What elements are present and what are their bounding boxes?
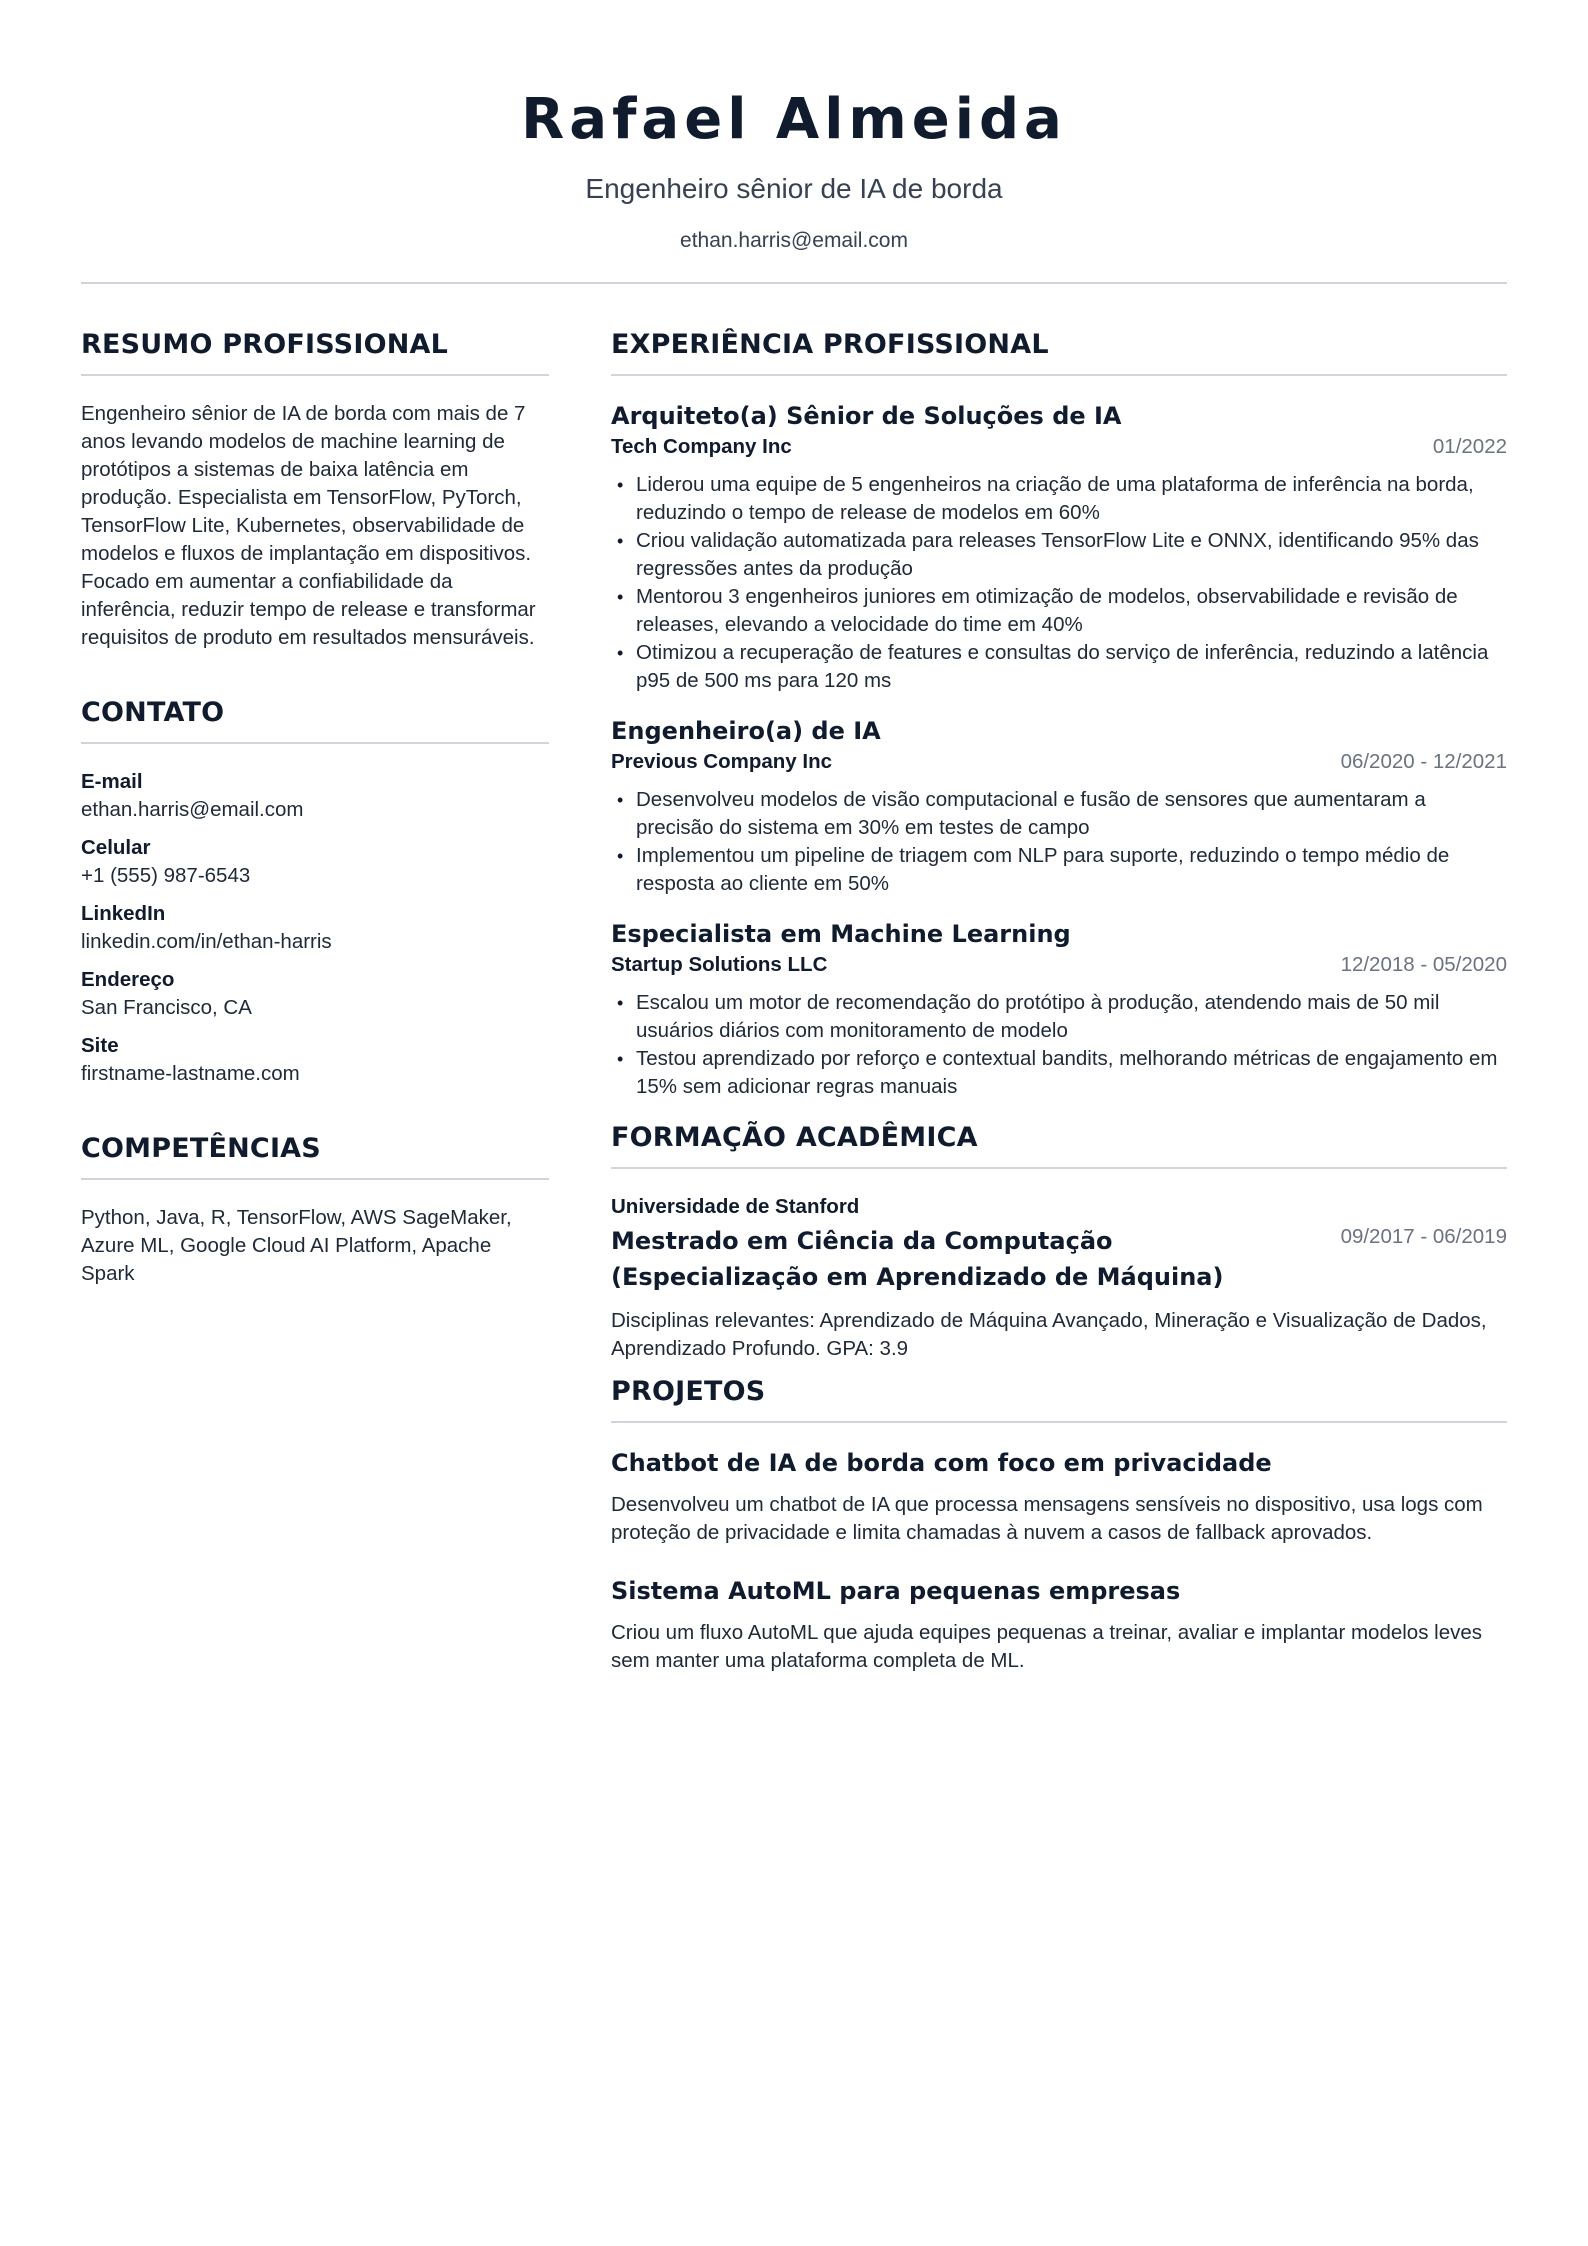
projects-heading: PROJETOS <box>611 1376 766 1407</box>
contact-value[interactable]: ethan.harris@email.com <box>81 798 304 821</box>
education-school: Universidade de Stanford <box>611 1195 860 1218</box>
job-title: Arquiteto(a) Sênior de Soluções de IA <box>611 402 1122 430</box>
section-divider <box>611 1421 1507 1423</box>
job-entry <box>611 715 1507 898</box>
job-company: Previous Company Inc <box>611 750 833 773</box>
education-degree: Mestrado em Ciência da Computação (Especialização em Aprendizado de Máquina) <box>611 1227 1224 1291</box>
job-bullet: • Otimizou a recuperação de features e consultas do serviço de inferência, reduzindo a latência p95 de 500 ms para 120 ms <box>611 639 1507 695</box>
contact-heading: CONTATO <box>81 697 225 728</box>
job-title: Engenheiro(a) de IA <box>611 717 881 745</box>
summary-heading: RESUMO PROFISSIONAL <box>81 329 449 360</box>
experience-section <box>611 328 1507 1101</box>
education-degree-row <box>611 1223 1507 1295</box>
candidate-name: Rafael Almeida <box>521 87 1067 152</box>
project-title: Chatbot de IA de borda com foco em privacidade <box>611 1449 1272 1477</box>
job-bullet: • Liderou uma equipe de 5 engenheiros na criação de uma plataforma de inferência na borda, reduzindo o tempo de release de modelos em 60% <box>611 471 1507 527</box>
education-heading: FORMAÇÃO ACADÊMICA <box>611 1122 978 1153</box>
job-bullet: • Escalou um motor de recomendação do protótipo à produção, atendendo mais de 50 mil usuários diários com monitoramento de modelo <box>611 989 1507 1045</box>
contact-section <box>81 696 549 1088</box>
projects-section <box>611 1375 1507 1675</box>
job-date: 06/2020 - 12/2021 <box>1340 750 1507 773</box>
education-description: Disciplinas relevantes: Aprendizado de Máquina Avançado, Mineração e Visualização de Dados, Aprendizado Profundo. GPA: 3.9 <box>611 1309 1487 1360</box>
job-title: Especialista em Machine Learning <box>611 920 1071 948</box>
job-date: 12/2018 - 05/2020 <box>1340 953 1507 976</box>
job-company: Tech Company Inc <box>611 435 792 458</box>
contact-label: Site <box>81 1034 119 1057</box>
project-entry <box>611 1575 1507 1675</box>
contact-site <box>81 1032 549 1088</box>
job-bullet: • Mentorou 3 engenheiros juniores em otimização de modelos, observabilidade e revisão de releases, elevando a velocidade do time em 40% <box>611 583 1507 639</box>
job-bullets <box>611 786 1507 898</box>
job-meta <box>611 951 1507 979</box>
resume-header <box>81 0 1507 284</box>
contact-linkedin <box>81 900 549 956</box>
job-bullets <box>611 989 1507 1101</box>
contact-label: Endereço <box>81 968 175 991</box>
project-entry <box>611 1447 1507 1547</box>
project-description: Criou um fluxo AutoML que ajuda equipes pequenas a treinar, avaliar e implantar modelos leves sem manter uma plataforma completa de ML. <box>611 1621 1483 1672</box>
job-bullets <box>611 471 1507 695</box>
contact-value: San Francisco, CA <box>81 996 252 1019</box>
summary-text: Engenheiro sênior de IA de borda com mais de 7 anos levando modelos de machine learning de protótipos a sistemas de baixa latência em produção. Especialista em TensorFlow, PyTorch, TensorFlow Lite, Kubernetes, observabilidade de modelos e fluxos de implantação em dispositivos. Focado em aumentar a confiabilidade da inferência, reduzir tempo de release e transformar requisitos de produto em resultados mensuráveis. <box>81 402 536 649</box>
section-divider <box>611 374 1507 376</box>
contact-address <box>81 966 549 1022</box>
job-entry <box>611 400 1507 695</box>
contact-value: +1 (555) 987-6543 <box>81 864 251 887</box>
job-bullet: • Testou aprendizado por reforço e contextual bandits, melhorando métricas de engajamento em 15% sem adicionar regras manuais <box>611 1045 1507 1101</box>
section-divider <box>81 1178 549 1180</box>
contact-label: E-mail <box>81 770 143 793</box>
job-entry <box>611 918 1507 1101</box>
experience-heading: EXPERIÊNCIA PROFISSIONAL <box>611 329 1049 360</box>
section-divider <box>611 1167 1507 1169</box>
job-meta <box>611 433 1507 461</box>
job-meta <box>611 748 1507 776</box>
job-bullet: • Criou validação automatizada para releases TensorFlow Lite e ONNX, identificando 95% das regressões antes da produção <box>611 527 1507 583</box>
education-section <box>611 1121 1507 1363</box>
content-columns <box>81 328 1507 1703</box>
job-bullet: • Implementou um pipeline de triagem com NLP para suporte, reduzindo o tempo médio de resposta ao cliente em 50% <box>611 842 1507 898</box>
skills-heading: COMPETÊNCIAS <box>81 1133 321 1164</box>
project-description: Desenvolveu um chatbot de IA que processa mensagens sensíveis no dispositivo, usa logs com proteção de privacidade e limita chamadas à nuvem a casos de fallback aprovados. <box>611 1493 1483 1544</box>
left-column <box>81 328 549 1703</box>
job-bullet: • Desenvolveu modelos de visão computacional e fusão de sensores que aumentaram a precisão do sistema em 30% em testes de campo <box>611 786 1507 842</box>
contact-phone <box>81 834 549 890</box>
candidate-title: Engenheiro sênior de IA de borda <box>585 173 1003 204</box>
contact-value[interactable]: firstname-lastname.com <box>81 1062 300 1085</box>
contact-label: Celular <box>81 836 151 859</box>
skills-text: Python, Java, R, TensorFlow, AWS SageMaker, Azure ML, Google Cloud AI Platform, Apache Spark <box>81 1206 512 1285</box>
contact-label: LinkedIn <box>81 902 166 925</box>
section-divider <box>81 742 549 744</box>
summary-section <box>81 328 549 652</box>
contact-value[interactable]: linkedin.com/in/ethan-harris <box>81 930 332 953</box>
job-date: 01/2022 <box>1432 435 1507 458</box>
education-date: 09/2017 - 06/2019 <box>1340 1225 1507 1248</box>
project-title: Sistema AutoML para pequenas empresas <box>611 1577 1181 1605</box>
right-column <box>611 328 1507 1703</box>
section-divider <box>81 374 549 376</box>
skills-section <box>81 1132 549 1288</box>
header-email: ethan.harris@email.com <box>680 229 908 252</box>
contact-email <box>81 768 549 824</box>
job-company: Startup Solutions LLC <box>611 953 828 976</box>
header-divider <box>81 282 1507 284</box>
